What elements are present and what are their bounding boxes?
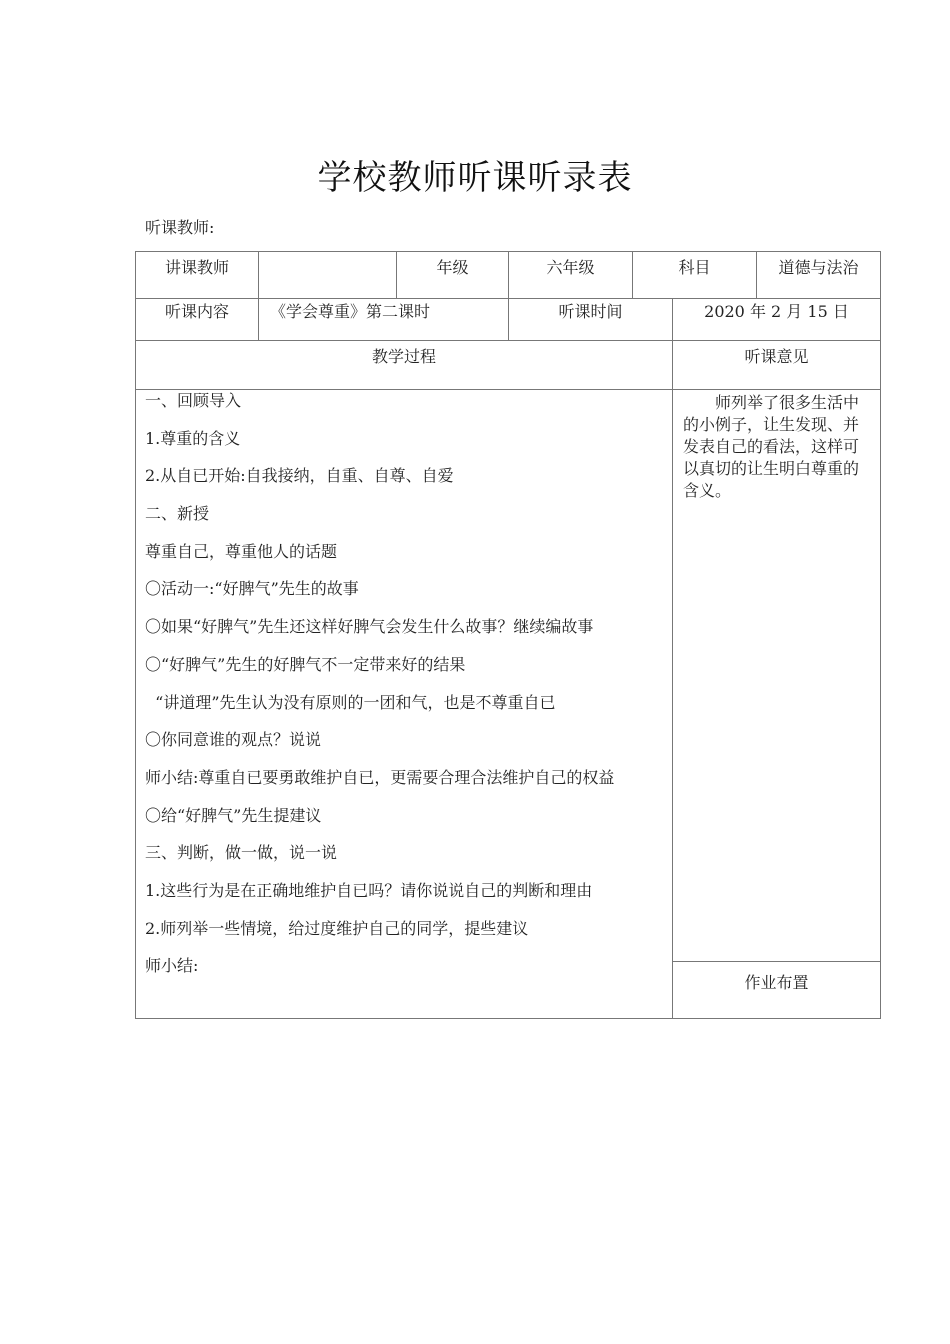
time-value: 2020 年 2 月 15 日	[704, 302, 849, 321]
process-line: 2.师列举一些情境，给过度维护自己的同学，提些建议	[145, 918, 529, 938]
process-line: 师小结:	[145, 956, 199, 976]
grade-value: 六年级	[546, 258, 595, 277]
process-line: 三、判断，做一做，说一说	[145, 843, 338, 863]
process-line: 一、回顾导入	[145, 391, 242, 410]
process-line: 2.从自已开始:自我接纳，自重、自尊、自爱	[145, 466, 454, 486]
content-value: 《学会尊重》第二课时	[270, 302, 431, 321]
col-divider-f	[672, 298, 673, 1018]
subject-value: 道德与法治	[778, 258, 859, 277]
process-line: 1.这些行为是在正确地维护自已吗？请你说说自己的判断和理由	[145, 880, 593, 900]
listener-teacher-label: 听课教师:	[145, 218, 215, 237]
homework-header: 作业布置	[744, 973, 809, 992]
process-line: 〇你同意谁的观点？说说	[145, 730, 322, 750]
opinion-header: 听课意见	[744, 347, 809, 366]
process-line: 二、新授	[145, 504, 210, 524]
process-header: 教学过程	[371, 347, 436, 366]
process-line: 〇给“好脾气”先生提建议	[145, 805, 322, 825]
process-line: “讲道理”先生认为没有原则的一团和气，也是不尊重自已	[145, 692, 556, 712]
teacher-label: 讲课教师	[164, 258, 229, 277]
row-divider-3	[135, 389, 881, 390]
process-line: 尊重自己，尊重他人的话题	[145, 541, 338, 561]
teaching-process-list	[145, 391, 614, 994]
table-border-right	[880, 251, 881, 1019]
col-divider-a	[258, 251, 259, 340]
content-label: 听课内容	[164, 302, 229, 321]
page-title: 学校教师听课听录表	[317, 158, 633, 198]
row-divider-2	[135, 340, 881, 341]
process-line: 〇如果“好脾气”先生还这样好脾气会发生什么故事？继续编故事	[145, 617, 594, 637]
time-label: 听课时间	[558, 302, 623, 321]
grade-label: 年级	[436, 258, 469, 277]
homework-divider	[672, 961, 881, 962]
table-border-bottom	[135, 1018, 881, 1019]
process-line: 〇“好脾气”先生的好脾气不一定带来好的结果	[145, 654, 466, 674]
process-line: 1.尊重的含义	[145, 428, 241, 448]
process-line: 师小结:尊重自已要勇敢维护自已，更需要合理合法维护自己的权益	[145, 767, 615, 787]
process-line: 〇活动一:“好脾气”先生的故事	[145, 579, 359, 599]
opinion-text: 师列举了很多生活中的小例子，让生发现、并发表自己的看法，这样可以真切的让生明白尊重的含义。	[683, 393, 860, 500]
subject-label: 科目	[678, 258, 711, 277]
